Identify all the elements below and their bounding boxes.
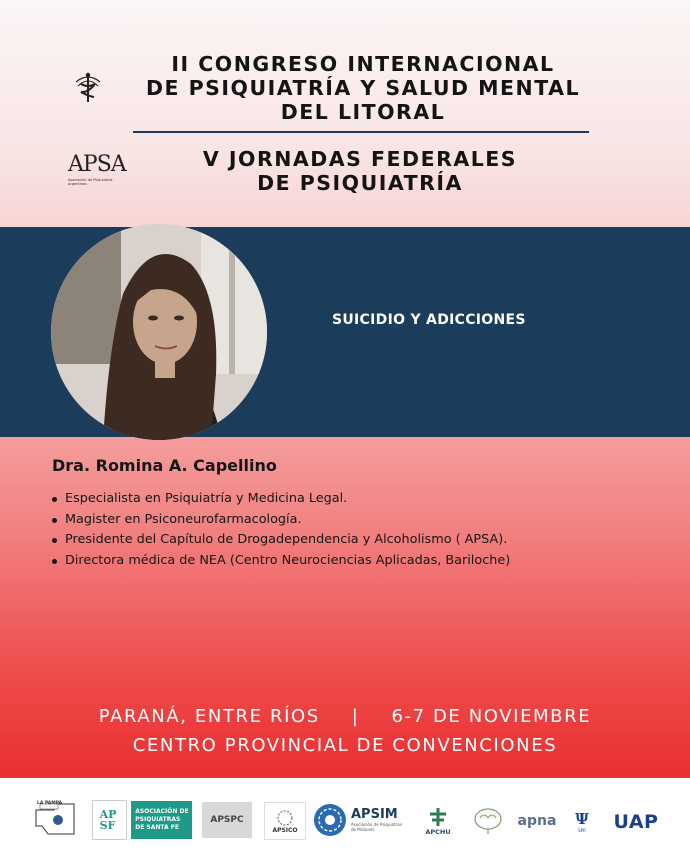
psi-icon: Ψ [575,809,589,828]
venue-separator: | [351,706,360,727]
apsf-mark: APSF [99,808,117,832]
apsim-sub: Asociación de Psiquiatras [351,822,402,827]
apchu-logo [420,802,456,840]
jornadas-title [150,147,570,195]
apsico-logo [264,802,306,840]
list-item: Directora médica de NEA (Centro Neurociencias Aplicadas, Bariloche) [65,551,510,572]
apsf-text-line: DE SANTA FE [135,824,179,831]
jornadas-title-line: DE PSIQUIATRÍA [257,171,463,195]
apsim-label: APSIM [351,807,398,822]
apsf-text-line: PSIQUIATRAS [135,816,181,823]
sponsor-footer [0,778,690,862]
apsa-logo-sub: Asociación de Psiquiatras Argentinos [68,178,113,186]
list-item: Presidente del Capítulo de Drogadependencia y Alcoholismo ( APSA). [65,530,510,551]
apsim-logo [313,802,413,838]
venue-dates: 6-7 DE NOVIEMBRE [391,706,592,727]
speaker-credentials [48,489,510,571]
congress-title-line: DE PSIQUIATRÍA Y SALUD MENTAL [145,76,581,100]
apspc-label: APSPC [210,815,244,825]
spr-label: SPR [578,827,586,833]
list-item: Especialista en Psiquiatría y Medicina Legal. [65,489,510,510]
la-pampa-label: LA PAMPA [37,801,63,806]
uap-logo [608,808,664,836]
congress-title [128,52,598,124]
venue-place: CENTRO PROVINCIAL DE CONVENCIONES [132,735,558,756]
spr-logo [568,802,596,840]
venue-city: PARANÁ, ENTRE RÍOS [98,706,320,727]
apsf-mark-box [92,800,127,840]
apsim-text [351,808,402,832]
apna-label: apna [517,813,557,829]
apsf-logo [92,800,192,840]
brain-logo [470,804,506,838]
la-pampa-logo [34,800,78,840]
jornadas-title-line: V JORNADAS FEDERALES [202,147,518,171]
apchu-label: APCHU [425,828,451,836]
apsf-text-line: ASOCIACIÓN DE [135,808,189,815]
title-divider [133,131,589,133]
apsico-label: APSICO [272,826,298,834]
uap-label: UAP [613,811,659,833]
apsf-text-box [131,801,192,839]
apspc-logo [202,802,252,838]
apsim-sub: de Misiones [351,827,375,832]
congress-title-line: II CONGRESO INTERNACIONAL [171,52,555,76]
talk-topic: SUICIDIO Y ADICCIONES [332,312,526,328]
apna-logo [514,808,560,834]
apsa-logo [68,154,132,188]
speaker-name: Dra. Romina A. Capellino [52,456,277,475]
venue-line [0,706,690,727]
speaker-photo [51,224,267,440]
congress-title-line: DEL LITORAL [280,100,446,124]
caduceus-logo [68,66,108,110]
apsa-logo-word: APSA [68,152,126,177]
list-item: Magister en Psiconeurofarmacología. [65,510,510,531]
